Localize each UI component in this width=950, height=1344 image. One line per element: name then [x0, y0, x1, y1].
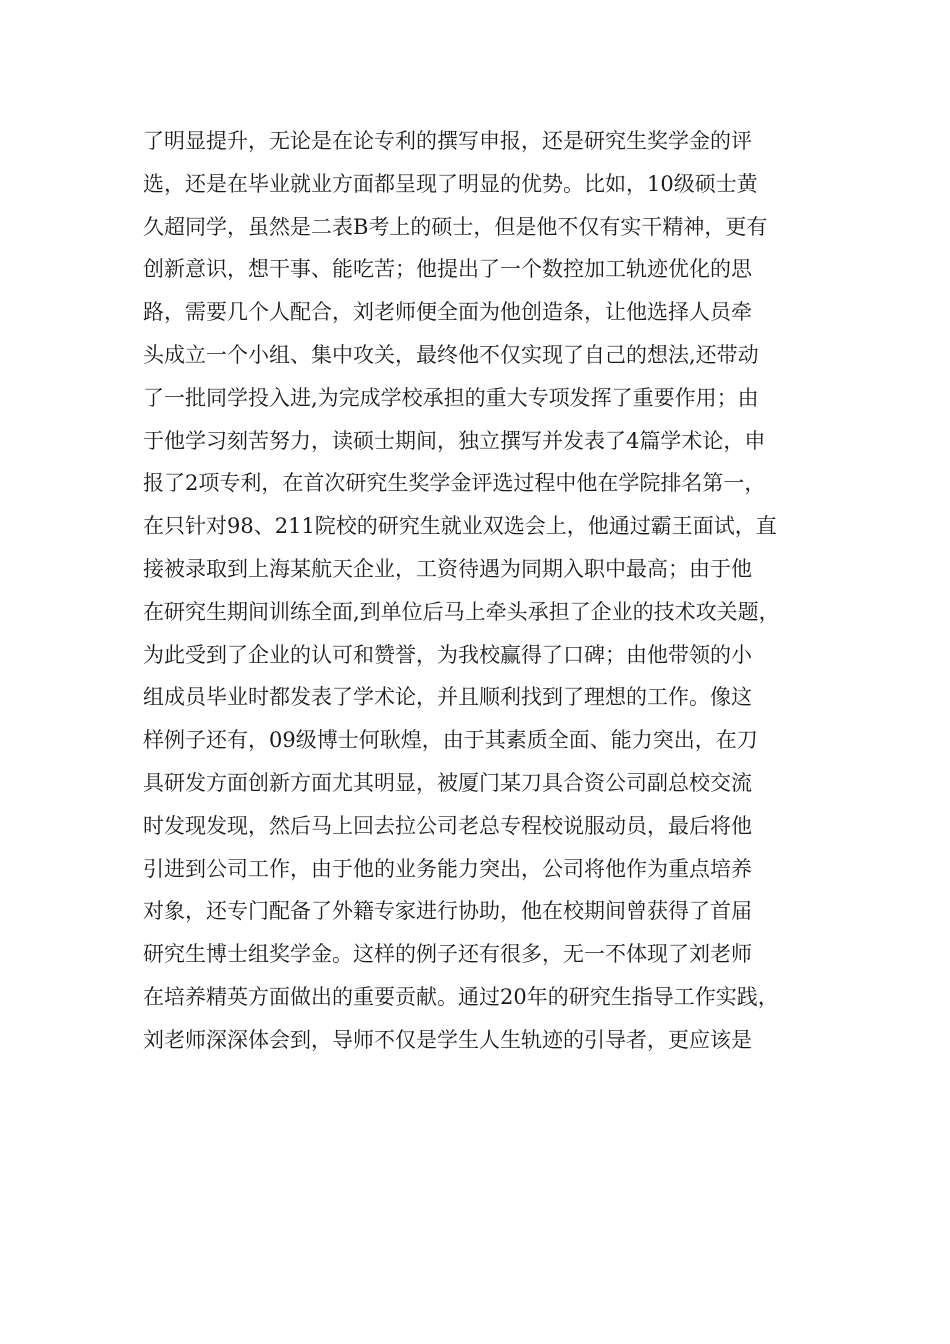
text-line: 组成员毕业时都发表了学术论，并且顺利找到了理想的工作。像这: [143, 685, 752, 710]
text-line: 样例子还有，09级博士何耿煌，由于其素质全面、能力突出，在刀: [143, 728, 758, 753]
text-line: 研究生博士组奖学金。这样的例子还有很多，无一不体现了刘老师: [143, 942, 752, 967]
text-line: 选，还是在毕业就业方面都呈现了明显的优势。比如，10级硕士黄: [143, 171, 758, 196]
text-line: 接被录取到上海某航天企业，工资待遇为同期入职中最高；由于他: [143, 556, 752, 581]
text-line: 报了2项专利，在首次研究生奖学金评选过程中他在学院排名第一，: [143, 471, 766, 496]
text-line: 引进到公司工作，由于他的业务能力突出，公司将他作为重点培养: [143, 856, 752, 881]
text-line: 创新意识，想干事、能吃苦；他提出了一个数控加工轨迹优化的思: [143, 257, 752, 282]
text-line: 为此受到了企业的认可和赞誉，为我校赢得了口碑；由他带领的小: [143, 642, 752, 667]
text-line: 对象，还专门配备了外籍专家进行协助，他在校期间曾获得了首届: [143, 899, 752, 924]
text-line: 时发现发现，然后马上回去拉公司老总专程校说服动员，最后将他: [143, 813, 752, 838]
text-line: 具研发方面创新方面尤其明显，被厦门某刀具合资公司副总校交流: [143, 770, 752, 795]
text-line: 久超同学，虽然是二表B考上的硕士，但是他不仅有实干精神，更有: [143, 214, 768, 239]
text-line: 在培养精英方面做出的重要贡献。通过20年的研究生指导工作实践，: [143, 984, 779, 1009]
text-line: 头成立一个小组、集中攻关，最终他不仅实现了自己的想法,还带动: [143, 342, 759, 367]
text-line: 刘老师深深体会到，导师不仅是学生人生轨迹的引导者，更应该是: [143, 1027, 752, 1052]
text-line: 在只针对98、211院校的研究生就业双选会上，他通过霸王面试，直: [143, 514, 777, 539]
text-line: 了明显提升，无论是在论专利的撰写申报，还是研究生奖学金的评: [143, 129, 752, 153]
text-line: 路，需要几个人配合，刘老师便全面为他创造条，让他选择人员牵: [143, 300, 752, 325]
text-line: 于他学习刻苦努力，读硕士期间，独立撰写并发表了4篇学术论，申: [143, 428, 766, 453]
text-line: 在研究生期间训练全面,到单位后马上牵头承担了企业的技术攻关题，: [143, 599, 780, 624]
body-paragraph: [143, 120, 833, 1062]
text-line: 了一批同学投入进,为完成学校承担的重大专项发挥了重要作用；由: [143, 385, 759, 410]
